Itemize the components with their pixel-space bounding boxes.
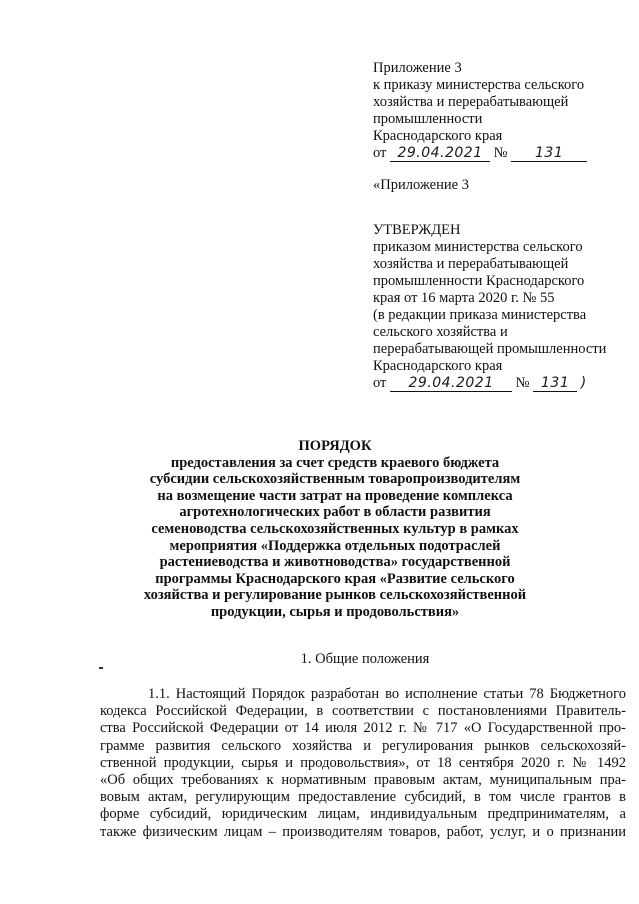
number-prefix: № [515, 375, 530, 391]
approved-line: промышленности Краснодарского [373, 273, 585, 289]
handwritten-date: 29.04.2021 [390, 146, 490, 162]
title-line: хозяйства и регулирование рынков сельскохозяйственной [143, 587, 527, 604]
title-line: продукции, сырья и продовольствия» [210, 603, 460, 620]
handwritten-number: 131 [533, 376, 577, 392]
title-line: мероприятия «Поддержка отдельных подотраслей [169, 537, 501, 554]
appendix-line: к приказу министерства сельского [373, 77, 585, 93]
appendix-line: Краснодарского края [373, 128, 503, 144]
title-line: программы Краснодарского края «Развитие сельского [155, 570, 515, 587]
title-line: предоставления за счет средств краевого бюджета [170, 454, 500, 471]
section-heading: 1. Общие положения [300, 651, 430, 667]
date-prefix: от [373, 375, 387, 391]
title-line: субсидии сельскохозяйственным товаропроизводителям [149, 471, 521, 488]
title-line: растениеводства и животноводства» государственной [159, 554, 511, 571]
approved-line: (в редакции приказа министерства [373, 307, 587, 323]
approved-line: края от 16 марта 2020 г. № 55 [373, 290, 555, 306]
approved-title: УТВЕРЖДЕН [373, 222, 461, 238]
quote-appendix-line: «Приложение 3 [373, 177, 469, 193]
handwritten-number: 131 [511, 146, 587, 162]
date-prefix: от [373, 145, 387, 161]
title-line: на возмещение части затрат на проведение комплекса [157, 487, 513, 504]
body-line: ства Российской Федерации от 14 июля 2012 г. № 717 «О Государственной про- [100, 720, 626, 737]
handwritten-paren: ) [580, 375, 587, 391]
title-line: семеноводства сельскохозяйственных культур в рамках [151, 520, 519, 537]
appendix-date-line [373, 145, 587, 162]
body-line: «Об общих требованиях к нормативным правовым актам, муниципальным пра- [100, 772, 626, 789]
body-paragraph [100, 686, 626, 841]
approved-line: Краснодарского края [373, 358, 503, 374]
appendix-line: хозяйства и перерабатывающей [373, 94, 569, 110]
document-title [100, 438, 570, 621]
body-line: грамме развития сельского хозяйства и регулирования рынков сельскохозяй- [100, 737, 626, 754]
number-prefix: № [493, 145, 508, 161]
body-line: также физическим лицам – производителям товаров, работ, услуг, и о признании [100, 823, 626, 840]
appendix-line: промышленности [373, 111, 483, 127]
approved-line: перерабатывающей промышленности [373, 341, 607, 357]
appendix-line: Приложение 3 [373, 60, 462, 76]
body-line: форме субсидий, юридическим лицам, индивидуальным предпринимателям, а [100, 806, 626, 823]
body-line: вовым актам, регулирующим предоставление субсидий, в том числе грантов в [100, 789, 626, 806]
approved-line: хозяйства и перерабатывающей [373, 256, 569, 272]
approved-date-line [373, 375, 587, 392]
approved-line: приказом министерства сельского [373, 239, 583, 255]
approved-line: сельского хозяйства и [373, 324, 508, 340]
body-line: 1.1. Настоящий Порядок разработан во исполнение статьи 78 Бюджетного [148, 686, 626, 702]
title-heading: ПОРЯДОК [298, 438, 372, 454]
body-line: ственной продукции, сырья и продовольствия», от 18 сентября 2020 г. № 1492 [100, 754, 626, 771]
body-line: кодекса Российской Федерации, в соответствии с постановлениями Правитель- [100, 703, 626, 720]
title-line: агротехнологических работ в области развития [179, 504, 491, 521]
handwritten-date: 29.04.2021 [390, 376, 512, 392]
